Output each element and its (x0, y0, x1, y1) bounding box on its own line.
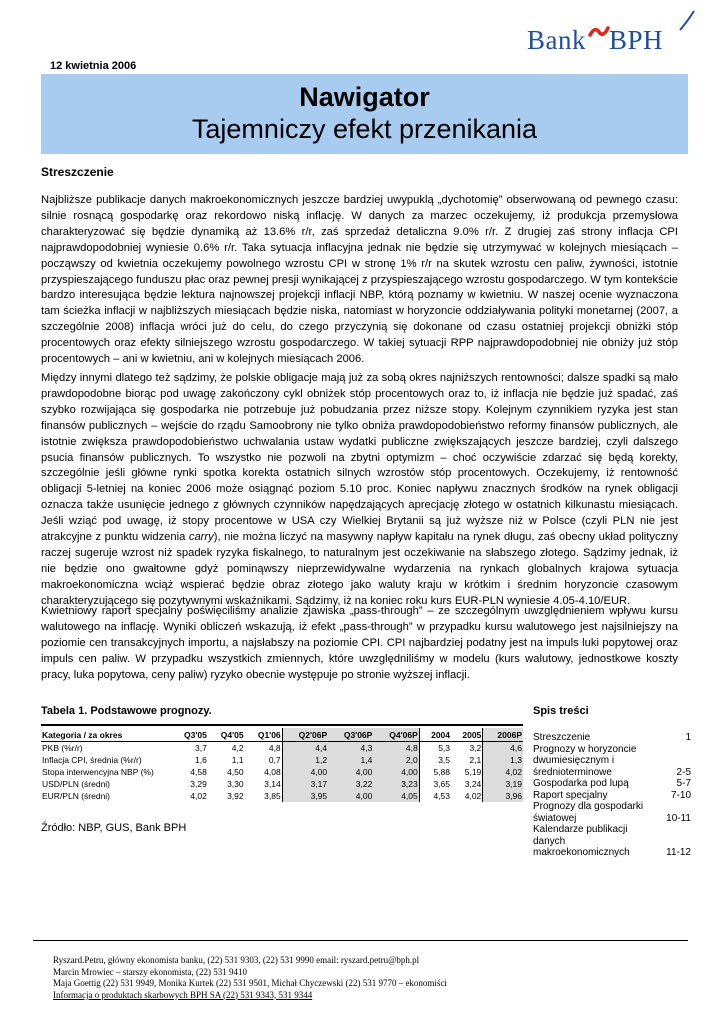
row-label: PKB (%r/r) (42, 743, 83, 753)
table-cell: 4,00 (373, 766, 419, 778)
table-cell: 4,02 (483, 766, 523, 778)
table-header-cell: 2006P (483, 728, 523, 742)
toc-heading: Spis treści (533, 705, 589, 717)
summary-paragraph-3: Kwietniowy raport specjalny poświęciliśmy analizie zjawiska „pass-through” – ze szczególnym uwzględnieniem wpływu kursu walutowego na inflację. Wyniki obliczeń wskazują, iż efekt „pass-through” w przypadku kursu walutowego jest najsilniejszy na poziomie cen transakcyjnych importu, a najsłabszy na poziomie CPI. CPI najbardziej podatny jest na impuls luki popytowej oraz impuls cen paliw. W przypadku wszystkich zmiennych, które uwzględniliśmy w modelu (kurs walutowy, jednostkowe koszty pracy, luka popytowa, ceny paliw) ryzyko obecnie występuje po stronie wyższej inflacji. (41, 605, 678, 681)
table-cell: 4,2 (231, 743, 244, 753)
footer-info-link[interactable]: Informacja o produktach skarbowych BPH SA (22) 531 9343, 531 9344 (53, 989, 313, 1000)
table-cell: 4,3 (328, 742, 373, 755)
toc-item-label: Prognozy dla gospodarki światowej (533, 801, 644, 824)
table-cell: 4,00 (328, 790, 373, 802)
logo-text-right: BPH (609, 25, 664, 55)
logo-text-left: Bank (527, 25, 586, 55)
footer-contacts (53, 955, 447, 1001)
table-cell: 2,1 (469, 755, 482, 765)
table-cell: 3,95 (282, 790, 328, 802)
toc-item-label: Kalendarze publikacji danych makroekonomicznych (533, 824, 630, 858)
table-cell: 4,53 (419, 790, 451, 802)
table-source: Źródło: NBP, GUS, Bank BPH (41, 822, 187, 834)
table-cell: 3,17 (282, 778, 328, 790)
footer-line: Ryszard.Petru, główny ekonomista banku, (22) 531 9303, (22) 531 9990 email: ryszard.petru@bph.pl (53, 955, 420, 965)
toc-item-label: Prognozy w horyzoncie dwumiesięcznym i średnioterminowe (533, 743, 637, 778)
table-cell: 3,92 (227, 791, 244, 801)
table-header-row (41, 728, 523, 742)
toc-item[interactable] (533, 732, 691, 744)
toc-item-label: Gospodarka pod lupą (533, 778, 629, 789)
table-of-contents (533, 730, 691, 859)
table-cell: 2,0 (373, 754, 419, 766)
table-cell: 3,22 (328, 778, 373, 790)
table-cell: 5,19 (464, 767, 482, 777)
toc-item-page: 7-10 (670, 789, 691, 801)
page-subtitle: Tajemniczy efekt przenikania (191, 114, 538, 144)
table-cell: 5,88 (419, 766, 451, 778)
table-cell: 3,96 (483, 790, 523, 802)
table-cell: 4,50 (227, 767, 244, 777)
logo-tilde-icon (588, 25, 610, 39)
table-cell: 5,3 (419, 742, 451, 755)
table-row (41, 790, 523, 802)
forecast-table (41, 728, 523, 802)
table-cell: 3,65 (419, 778, 451, 790)
toc-item[interactable] (533, 790, 691, 802)
table-cell: 4,05 (373, 790, 419, 802)
row-label: EUR/PLN (średni) (42, 791, 111, 801)
report-date: 12 kwietnia 2006 (50, 60, 137, 72)
row-label: Stopa interwencyjna NBP (%) (42, 767, 154, 777)
summary-heading: Streszczenie (41, 165, 114, 179)
toc-item-page: 11-12 (666, 847, 691, 858)
footer-line: Marcin Mrowiec – starszy ekonomista, (22) 531 9410 (53, 966, 247, 977)
table-header-cell: Q1'06 (245, 728, 283, 742)
footer-line: Maja Goettig (22) 531 9949, Monika Kurtek (22) 531 9501, Michał Chyczewski (22) 531 9770 – ekonomiści (53, 978, 447, 988)
table-cell: 4,00 (282, 766, 328, 778)
table-cell: 4,02 (190, 791, 207, 801)
summary-paragraph-2-part-b: ), nie można liczyć na masywny napływ kapitału na rynek długu, zaś obecny układ polityczny raczej sugeruje wzrost niż spadek ryzyka fiskalnego, to naturalnym jest oczekiwanie na słabszego złotego. Sądzimy jednak, iż nie będzie ono gwałtowne gdyż pominąwszy nieprzewidywalne wydarzenia na rynkach globalnych krajowa sytuacja makroekonomiczna wciąż wspierać będzie obraz złotego jako waluty kraju w krótkim i średnim horyzoncie czasowym charakteryzującego się pozytywnymi wskaźnikami. Sądzimy, iż na koniec roku kurs EUR-PLN wyniesie 4.05-4.10/EUR. (41, 531, 679, 607)
table-cell: 3,5 (419, 754, 451, 766)
toc-item-label: Streszczenie (533, 732, 591, 743)
table-header-category: Kategoria / za okres (41, 728, 171, 742)
table-cell: 3,7 (194, 743, 207, 753)
table-cell: 3,85 (264, 791, 281, 801)
table-header-cell: Q4'06P (373, 728, 419, 742)
toc-item[interactable] (533, 778, 691, 790)
table-cell: 1,1 (231, 755, 244, 765)
table-row (41, 766, 523, 778)
footer-rule (33, 940, 688, 941)
row-label: Inflacja CPI, średnia (%r/r) (42, 755, 142, 765)
table-cell: 4,08 (264, 767, 281, 777)
table-cell: 4,00 (328, 766, 373, 778)
toc-item[interactable] (533, 824, 691, 859)
row-label: USD/PLN (średni) (42, 779, 111, 789)
bank-bph-logo (527, 20, 692, 60)
table-cell: 3,30 (227, 779, 244, 789)
table-cell: 1,2 (282, 754, 328, 766)
table-header-cell: 2005 (451, 728, 483, 742)
table-header-cell: Q2'06P (282, 728, 328, 742)
toc-item[interactable] (533, 744, 691, 779)
toc-item-page: 10-11 (666, 812, 691, 824)
table-title: Tabela 1. Podstawowe prognozy. (41, 705, 212, 717)
table-cell: 4,02 (464, 791, 482, 801)
table-cell: 4,8 (268, 743, 281, 753)
table-cell: 3,19 (483, 778, 523, 790)
table-cell: 3,29 (190, 779, 207, 789)
table-row (41, 742, 523, 755)
table-row (41, 754, 523, 766)
table-cell: 3,23 (373, 778, 419, 790)
logo-swoosh-icon (677, 8, 697, 34)
toc-item[interactable] (533, 801, 691, 824)
table-header-cell: 2004 (419, 728, 451, 742)
table-cell: 4,6 (483, 742, 523, 755)
toc-item-page: 5-7 (676, 778, 691, 789)
table-cell: 3,14 (264, 779, 281, 789)
table-cell: 1,3 (483, 754, 523, 766)
table-cell: 3,2 (469, 743, 482, 753)
table-cell: 0,7 (268, 755, 281, 765)
table-header-cell: Q4'05 (208, 728, 245, 742)
page-title: Nawigator (299, 82, 430, 112)
table-cell: 3,24 (464, 779, 482, 789)
table-cell: 4,58 (190, 767, 207, 777)
summary-paragraph-2 (41, 371, 678, 610)
toc-item-label: Raport specjalny (533, 789, 608, 801)
table-header-cell: Q3'05 (171, 728, 208, 742)
carry-term: carry (188, 531, 214, 544)
table-top-rule (41, 724, 523, 726)
table-cell: 1,4 (328, 754, 373, 766)
title-banner (41, 74, 688, 154)
toc-item-page: 2-5 (676, 766, 691, 778)
table-cell: 4,8 (373, 742, 419, 755)
table-header-cell: Q3'06P (328, 728, 373, 742)
table-cell: 1,6 (194, 755, 207, 765)
toc-item-page: 1 (685, 732, 691, 743)
summary-paragraph-2-part-a: Między innymi dlatego też sądzimy, że polskie obligacje mają już za sobą okres najniższych rentowności; dalsze spadki są mało prawdopodobne biorąc pod uwagę zakończony cykl obniżek stóp procentowych oraz to, iż inflacja nie będzie już spadać, zaś szybko rozwijająca się gospodarka nie potrzebuje już pobudzania przez niższe stopy. Kolejnym czynnikiem ryzyka jest stan finansów publicznych – wejście do rządu Samoobrony nie tylko obniża prawdopodobieństwo reformy finansów publicznych, ale istotnie zwiększa prawdopodobieństwo uchwalania ustaw wydatki publiczne zwiększających jeszcze bardziej, czyli dalszego psucia finansów publicznych. To wszystko nie pozwoli na zbytni optymizm – choć oczywiście zdarzać się będą korekty, szczególnie jeśli główne rynki spotka korekta ostatnich silnych wzrostów stóp procentowych. Oczekujemy, iż rentowność obligacji 5-letniej na koniec 2006 może osiągnąć poziom 5.10 proc. Koniec napływu znacznych środków na rynek obligacji oznacza także usunięcie jednego z głównych czynników napędzających aprecjację złotego w ostatnich kilkunastu miesiącach. Jeśli wziąć pod uwagę, iż stopy procentowe w USA czy Wielkiej Brytanii są już wyższe niż w Polsce (czyli PLN nie jest atrakcyjne z punktu widzenia (41, 372, 678, 544)
summary-paragraph-1: Najbliższe publikacje danych makroekonomicznych jeszcze bardziej uwypuklą „dychotomię” obserwowaną od pewnego czasu: silnie rosnącą gospodarkę oraz rekordowo niską inflację. W danych za marzec oczekujemy, iż produkcja przemysłowa charakteryzować się będzie dynamiką aż 13.6% r/r, zaś sprzedaż detaliczna 9.0% r/r. Z drugiej zaś strony inflacja CPI najprawdopodobniej wyniesie 0.6% r/r. Taka sytuacja inflacyjna jednak nie będzie się utrzymywać w kolejnych miesiącach – począwszy od kwietnia oczekujemy powolnego wzrostu CPI w stronę 1% r/r na skutek wzrostu cen paliw, żywności, istotnie przyspieszającego funduszu płac oraz pewnej presji wynikającej z przyspieszającego wzrostu gospodarczego. W tym kontekście bardzo interesująca będzie lektura najnowszej projekcji inflacji NBP, którą poznamy w kwietniu. W naszej ocenie wyznaczona tam ścieżka inflacji w najbliższych miesiącach będzie niska, natomiast w horyzoncie oddziaływania polityki monetarnej (2007, a szczególnie 2008) inflacja wróci już do celu, do czego przyczynią się dokonane od czasu ostatniej projekcji obniżki stóp procentowych oraz efekty silniejszego wzrostu gospodarczego. W takiej sytuacji RPP najprawdopodobniej nie obniży już stóp procentowych – ani w kwietniu, ani w kolejnych miesiącach 2006. (41, 194, 678, 366)
table-row (41, 778, 523, 790)
table-cell: 4,4 (282, 742, 328, 755)
